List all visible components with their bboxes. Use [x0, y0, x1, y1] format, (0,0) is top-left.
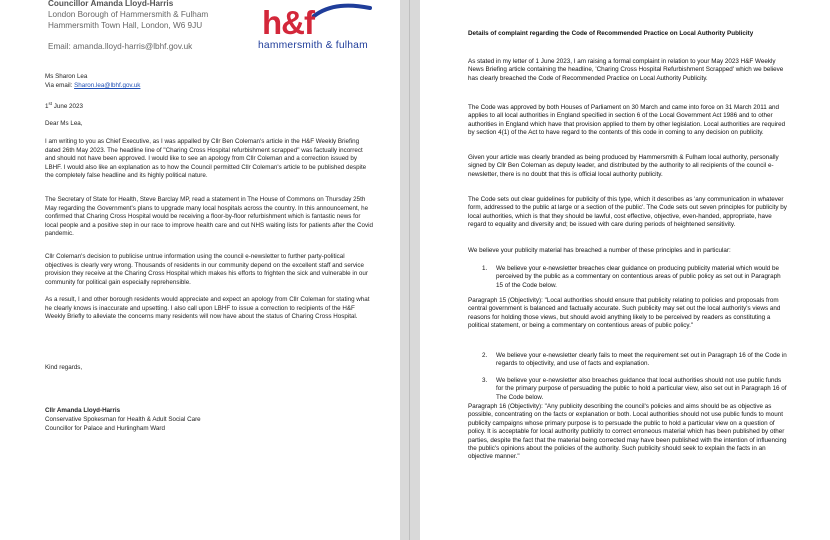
- letter-date: [45, 100, 365, 112]
- complaint-heading: Details of complaint regarding the Code of Recommended Practice on Local Authority Publicity: [468, 30, 754, 37]
- list-item-number: 3.: [482, 377, 488, 384]
- logo-tagline: hammersmith & fulham: [258, 40, 368, 51]
- complaint-page: [420, 0, 830, 540]
- date-day: 1: [45, 103, 49, 111]
- complaint-paragraph-1: As stated in my letter of 1 June 2023, I am raising a formal complaint in relation to your May 2023 H&F Weekly News Briefing article containing the headline, 'Charing Cross Hospital Refurbishment Scrapped' which we believe has clearly breached the Code of Recommended Practice on Local Authority Publicity.: [468, 58, 784, 82]
- letter-paragraph-3: Cllr Coleman's decision to publicise untrue information using the council e-newsletter to further party-political objectives is clearly very wrong. Thousands of residents in our community depend on the excellent staff and service provision they receive at the Charing Cross Hospital which makes his efforts to frighten the sick and vulnerable in our community for political gain especially reprehensible.: [45, 253, 368, 286]
- signature-name: Cllr Amanda Lloyd-Harris: [45, 407, 121, 414]
- via-label: Via email:: [45, 82, 75, 89]
- signature-title-1: Conservative Spokesman for Health & Adult Social Care: [45, 416, 201, 423]
- letter-paragraph-1: I am writing to you as Chief Executive, as I was appalled by Cllr Ben Coleman's article in the H&F Weekly Briefing dated 26th May 2023. The headline line of "Charing Cross Hospital refurbishment scrapped" was factually incorrect and should not have been approved. I would like to see an apology from Cllr Coleman and a correction issued by LBHF. I would also like an explanation as to how the Council permitted Cllr Coleman's article to be published despite the completely false headline and its highly political nature.: [45, 138, 367, 180]
- page-divider: [409, 0, 410, 540]
- logo-brand: h&f: [262, 4, 314, 41]
- closing: Kind regards,: [45, 364, 83, 371]
- letter-page: [0, 0, 400, 540]
- paragraph-16-quote: Paragraph 16 (Objectivity): "Any publicity describing the council's policies and aims should be as objective as possible, concentrating on the facts or explanation or both. Local authorities should not use public funds to mount publicity campaigns whose primary purpose is to persuade the public to hold a particular view on a question of policy. It is acceptable for local authority publicity to correct erroneous material which has been published by other parties, despite the fact that the material being corrected may have been published with the intention of influencing the public's opinions about the policies of the authority. Such publicity should seek to explain the facts in an objective manner.": [468, 403, 787, 461]
- list-item: We believe your e-newsletter also breaches guidance that local authorities should not use public funds for the primary purpose of persuading the public to hold a particular view, also set out in Paragraph 16 of The Code below.: [496, 377, 787, 401]
- sender-org: London Borough of Hammersmith & Fulham: [48, 10, 209, 19]
- sender-address: Hammersmith Town Hall, London, W6 9JU: [48, 21, 203, 30]
- page-gap: [400, 0, 420, 540]
- date-suffix: st: [48, 101, 52, 106]
- salutation: Dear Ms Lea,: [45, 120, 83, 127]
- sender-name: Councillor Amanda Lloyd-Harris: [48, 0, 174, 8]
- complaint-paragraph-4: The Code sets out clear guidelines for publicity of this type, which it describes as 'any communication in whatever form, addressed to the public at large or a section of the public'. The Code sets out seven principles for publicity by local authorities, which is that they should be lawful, cost effective, objective, even-handed, appropriate, have regard to equality and diversity and; be issued with care during periods of heightened sensitivity.: [468, 196, 787, 229]
- list-item: We believe your e-newsletter breaches clear guidance on producing publicity material which would be perceived by the public as a commentary on contentious areas of public policy as set out in Paragraph 15 of the Code below.: [496, 265, 781, 289]
- letter-paragraph-4: As a result, I and other borough residents would appreciate and expect an apology from Cllr Coleman for stating what he clearly knows is inaccurate and upsetting. I also call upon LBHF to issue a correction to recipients of the H&F Weekly Briefly to alleviate the concerns many residents will now have about the status of Charing Cross Hospital.: [45, 296, 370, 321]
- list-item-number: 1.: [482, 265, 488, 272]
- letter-paragraph-2: The Secretary of State for Health, Steve Barclay MP, read a statement in The House of Commons on Thursday 25th May regarding the Government's plans to upgrade many local hospitals across the country. In this announcement, he confirmed that Charing Cross Hospital would be receiving a floor-by-floor refurbishment which is fantastic news for local people and a positive step in our race to improve health care and cut NHS waiting lists for patients after the Covid pandemic.: [45, 196, 373, 238]
- date-rest: June 2023: [52, 103, 83, 111]
- sender-email: Email: amanda.lloyd-harris@lbhf.gov.uk: [48, 42, 193, 51]
- complaint-paragraph-3: Given your article was clearly branded as being produced by Hammersmith & Fulham local authority, personally signed by Cllr Ben Coleman as deputy leader, and distributed by the authority to all recipients of the council e-newsletter, there is no doubt that this is official local authority publicity.: [468, 154, 779, 178]
- complaint-paragraph-5: We believe your publicity material has breached a number of these principles and in particular:: [468, 247, 731, 254]
- complaint-paragraph-2: The Code was approved by both Houses of Parliament on 30 March and came into force on 31 March 2011 and applies to all local authorities in England specified in section 6 of the Local Government Act 1986 and to other authorities in England which have that provision applied to them by other legislation. Local authorities are required by section 4(1) of the Act to have regard to the contents of this code in coming to any decision on publicity.: [468, 104, 786, 137]
- recipient-email-line: [45, 82, 365, 91]
- list-item-number: 2.: [482, 352, 488, 359]
- paragraph-15-quote: Paragraph 15 (Objectivity): "Local authorities should ensure that publicity relating to policies and proposals from central government is balanced and factually accurate. Such publicity may set out the local authority's views and reasons for holding those views, but should avoid anything likely to be perceived by readers as constituting a political statement, or being a commentary on contentious areas of public policy.": [468, 297, 781, 330]
- recipient-name: Ms Sharon Lea: [45, 73, 88, 80]
- list-item: We believe your e-newsletter clearly fails to meet the requirement set out in Paragraph 16 of the Code in regards to objectivity, and use of facts and explanation.: [496, 352, 787, 368]
- signature-title-2: Councillor for Palace and Hurlingham Ward: [45, 425, 165, 432]
- recipient-email-link[interactable]: Sharon.lea@lbhf.gov.uk: [74, 82, 141, 89]
